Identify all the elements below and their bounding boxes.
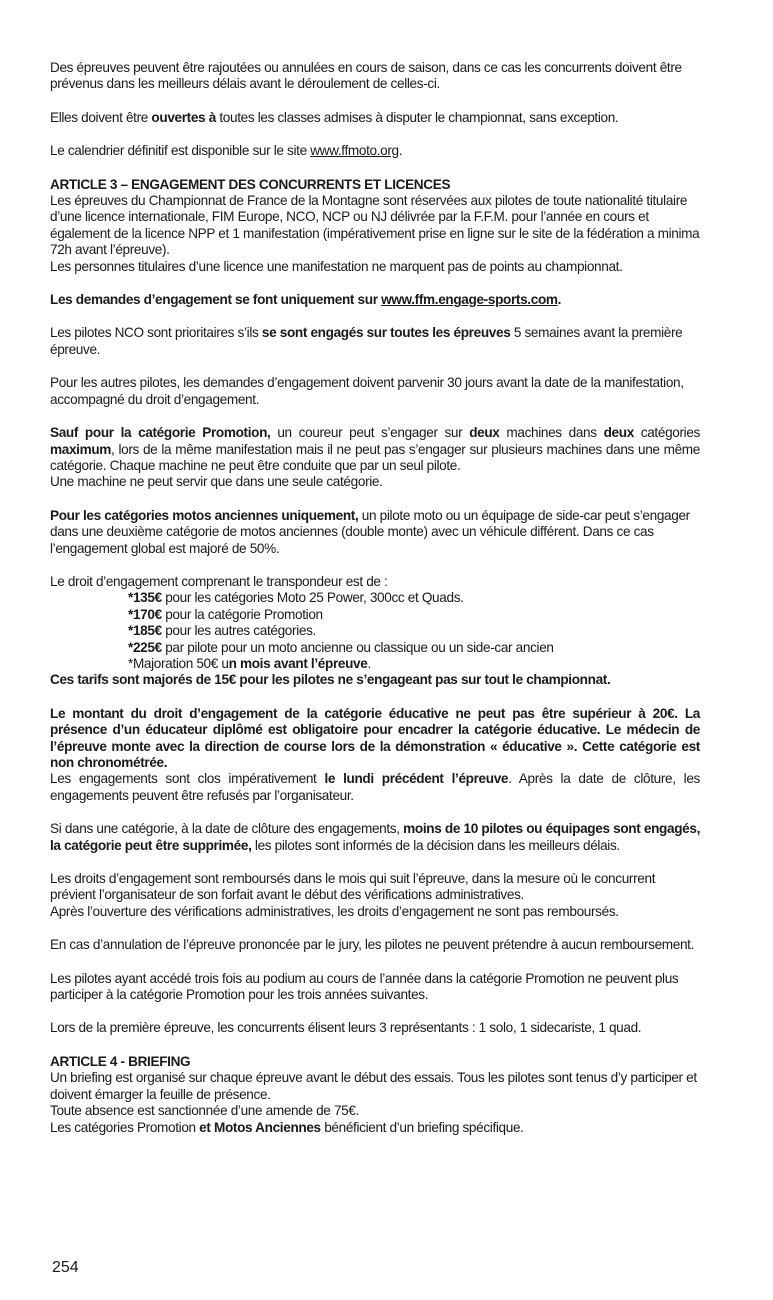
text: Les pilotes NCO sont prioritaires s’ils: [50, 325, 262, 341]
fee-description: pour la catégorie Promotion: [161, 606, 323, 622]
text: Les droits d’engagement sont remboursés dans le mois qui suit l’épreuve, dans la mesure où le concurrent prévient l’organisateur de son forfait avant le début des vérifications administratives.: [50, 871, 656, 903]
article-4-heading: ARTICLE 4 - BRIEFING: [50, 1053, 191, 1069]
fee-price: *135€: [128, 590, 162, 606]
fee-price: *170€: [128, 606, 162, 622]
educative-paragraph: [50, 706, 700, 772]
text: Un briefing est organisé sur chaque épreuve avant le début des essais. Tous les pilotes sont tenus d’y participer et doivent émarger la feuille de présence.: [50, 1070, 697, 1102]
text: Les engagements sont clos impérativement: [50, 771, 325, 787]
text: Après l’ouverture des vérifications administratives, les droits d’engagement ne sont pas remboursés.: [50, 903, 619, 919]
bold-text: et Motos Anciennes: [199, 1119, 321, 1135]
category-removal-paragraph: [50, 821, 700, 854]
single-category-paragraph: [50, 474, 700, 490]
text: .: [398, 143, 403, 159]
text: En cas d’annulation de l’épreuve prononcée par le jury, les pilotes ne peuvent prétendre à aucun remboursement.: [50, 937, 695, 953]
briefing-paragraph: [50, 1070, 700, 1103]
article-3-heading: ARTICLE 3 – ENGAGEMENT DES CONCURRENTS ET LICENCES: [50, 176, 451, 192]
bold-text: Sauf pour la catégorie Promotion,: [50, 425, 271, 441]
fee-intro-paragraph: [50, 574, 700, 590]
text: Les épreuves du Championnat de France de la Montagne sont réservées aux pilotes de toute nationalité titulaire d’une licence internationale, FIM Europe, NCO, NCP ou NJ délivrée par la F.F.M. pour l’année en cours et également de la licence NPP et 1 manifestation (impérativement prise en ligne sur le site de la fédération a minima 72h avant l’épreuve).: [50, 193, 700, 258]
cancellation-paragraph: [50, 937, 700, 953]
text: Si dans une catégorie, à la date de clôture des engagements,: [50, 821, 404, 837]
intro-paragraph-1: [50, 60, 700, 93]
text: Les personnes titulaires d’une licence une manifestation ne marquent pas de points au championnat.: [50, 258, 623, 274]
intro-paragraph-2: [50, 110, 700, 126]
bold-text: Pour les catégories motos anciennes uniquement,: [50, 507, 359, 523]
bold-text: Ces tarifs sont majorés de 15€ pour les pilotes ne s’engageant pas sur tout le championnat.: [50, 672, 611, 688]
engage-sports-link[interactable]: www.ffm.engage-sports.com: [381, 292, 558, 308]
ffmoto-link[interactable]: www.ffmoto.org: [310, 143, 399, 159]
motos-anciennes-paragraph: [50, 508, 700, 557]
closing-date-paragraph: [50, 771, 700, 804]
representatives-paragraph: [50, 1020, 700, 1036]
intro-paragraph-3: [50, 143, 700, 159]
article-4-section: [50, 1054, 700, 1136]
fee-list: [128, 590, 700, 672]
majoration-item: [128, 656, 700, 672]
text: . Après la date de clôture, les engagements peuvent être refusés par l’organisateur.: [50, 771, 700, 803]
page-number: 254: [52, 1259, 79, 1276]
absence-fine-paragraph: [50, 1103, 700, 1119]
text: Une machine ne peut servir que dans une seule catégorie.: [50, 474, 383, 490]
text: catégories: [633, 425, 700, 441]
bold-text: le lundi précédent l’épreuve: [324, 771, 509, 787]
bold-text: se sont engagés sur toutes les épreuves: [261, 325, 511, 341]
text: Elles doivent être: [50, 109, 152, 125]
no-refund-paragraph: [50, 904, 700, 920]
text: machines dans: [499, 425, 604, 441]
text: Les catégories Promotion: [50, 1119, 200, 1135]
fee-description: pour les autres catégories.: [161, 623, 316, 639]
text: Pour les autres pilotes, les demandes d’engagement doivent parvenir 30 jours avant la date de la manifestation, accompagné du droit d’engagement.: [50, 375, 684, 407]
bold-text: deux: [469, 425, 500, 441]
text: Le droit d’engagement comprenant le transpondeur est de :: [50, 573, 388, 589]
fee-description: par pilote pour un moto ancienne ou classique ou un side-car ancien: [161, 639, 554, 655]
text: Les pilotes ayant accédé trois fois au podium au cours de l’année dans la catégorie Promotion ne peuvent plus participer à la catégorie Promotion pour les trois années suivantes.: [50, 970, 679, 1003]
bold-text: .: [557, 292, 562, 308]
fee-description: pour les catégories Moto 25 Power, 300cc et Quads.: [161, 590, 464, 606]
text: Lors de la première épreuve, les concurrents élisent leurs 3 représentants : 1 solo, 1 sidecariste, 1 quad.: [50, 1020, 642, 1036]
fee-price: *185€: [128, 623, 162, 639]
bold-text: Les demandes d’engagement se font uniquement sur: [50, 292, 382, 308]
bold-text: moins de 10 pilotes ou équipages sont engagés, la catégorie peut être supprimée,: [50, 821, 700, 853]
specific-briefing-paragraph: [50, 1120, 700, 1136]
nco-priority-paragraph: [50, 325, 700, 358]
text: Le calendrier définitif est disponible sur le site: [50, 143, 311, 159]
text: 5 semaines avant la première épreuve.: [50, 325, 683, 357]
article-3-section: [50, 177, 700, 1037]
bold-text: Le montant du droit d’engagement de la catégorie éducative ne peut pas être supérieur à 20€. La présence d’un éducateur diplômé est obligatoire pour encadrer la catégorie éducative. Le médecin de l’épreuve monte avec la direction de course lors de la démonstration « éducative ». Cette catégorie est non chronométrée.: [50, 705, 700, 770]
tarif-surcharge-paragraph: [50, 672, 700, 688]
text: un coureur peut s’engager sur: [270, 425, 470, 441]
text: toutes les classes admises à disputer le championnat, sans exception.: [215, 109, 619, 125]
engage-sports-paragraph: [50, 292, 700, 308]
bold-text: deux: [603, 425, 634, 441]
document-page: [50, 60, 700, 1136]
bold-text: maximum: [50, 441, 112, 457]
other-pilots-paragraph: [50, 375, 700, 408]
text: un pilote moto ou un équipage de side-car peut s’engager dans une deuxième catégorie de motos anciennes (double monte) avec un véhicule différent. Dans ce cas l’engagement global est majoré de 50%.: [50, 507, 690, 556]
text: *Majoration 50€ u: [128, 655, 229, 671]
article-3-paragraph-2: [50, 259, 700, 275]
article-3-paragraph-1: [50, 193, 700, 259]
fee-price: *225€: [128, 639, 162, 655]
fee-item: [128, 640, 700, 656]
text: , lors de la même manifestation mais il ne peut pas s’engager sur plusieurs machines dans une même catégorie. Chaque machine ne peut être conduite que par un seul pilote.: [50, 441, 700, 473]
refund-paragraph: [50, 871, 700, 904]
fee-item: [128, 623, 700, 639]
text: les pilotes sont informés de la décision dans les meilleurs délais.: [251, 837, 620, 853]
text: .: [367, 655, 371, 671]
text: Toute absence est sanctionnée d’une amende de 75€.: [50, 1103, 359, 1119]
text: bénéficient d’un briefing spécifique.: [320, 1119, 524, 1135]
bold-text: ouvertes à: [151, 109, 216, 125]
fee-item: [128, 607, 700, 623]
podium-paragraph: [50, 971, 700, 1004]
fee-item: [128, 590, 700, 606]
promotion-paragraph: [50, 425, 700, 474]
text: Des épreuves peuvent être rajoutées ou annulées en cours de saison, dans ce cas les concurrents doivent être prévenus dans les meilleurs délais avant le déroulement de celles-ci.: [50, 60, 682, 92]
bold-text: n mois avant l’épreuve: [228, 655, 368, 671]
